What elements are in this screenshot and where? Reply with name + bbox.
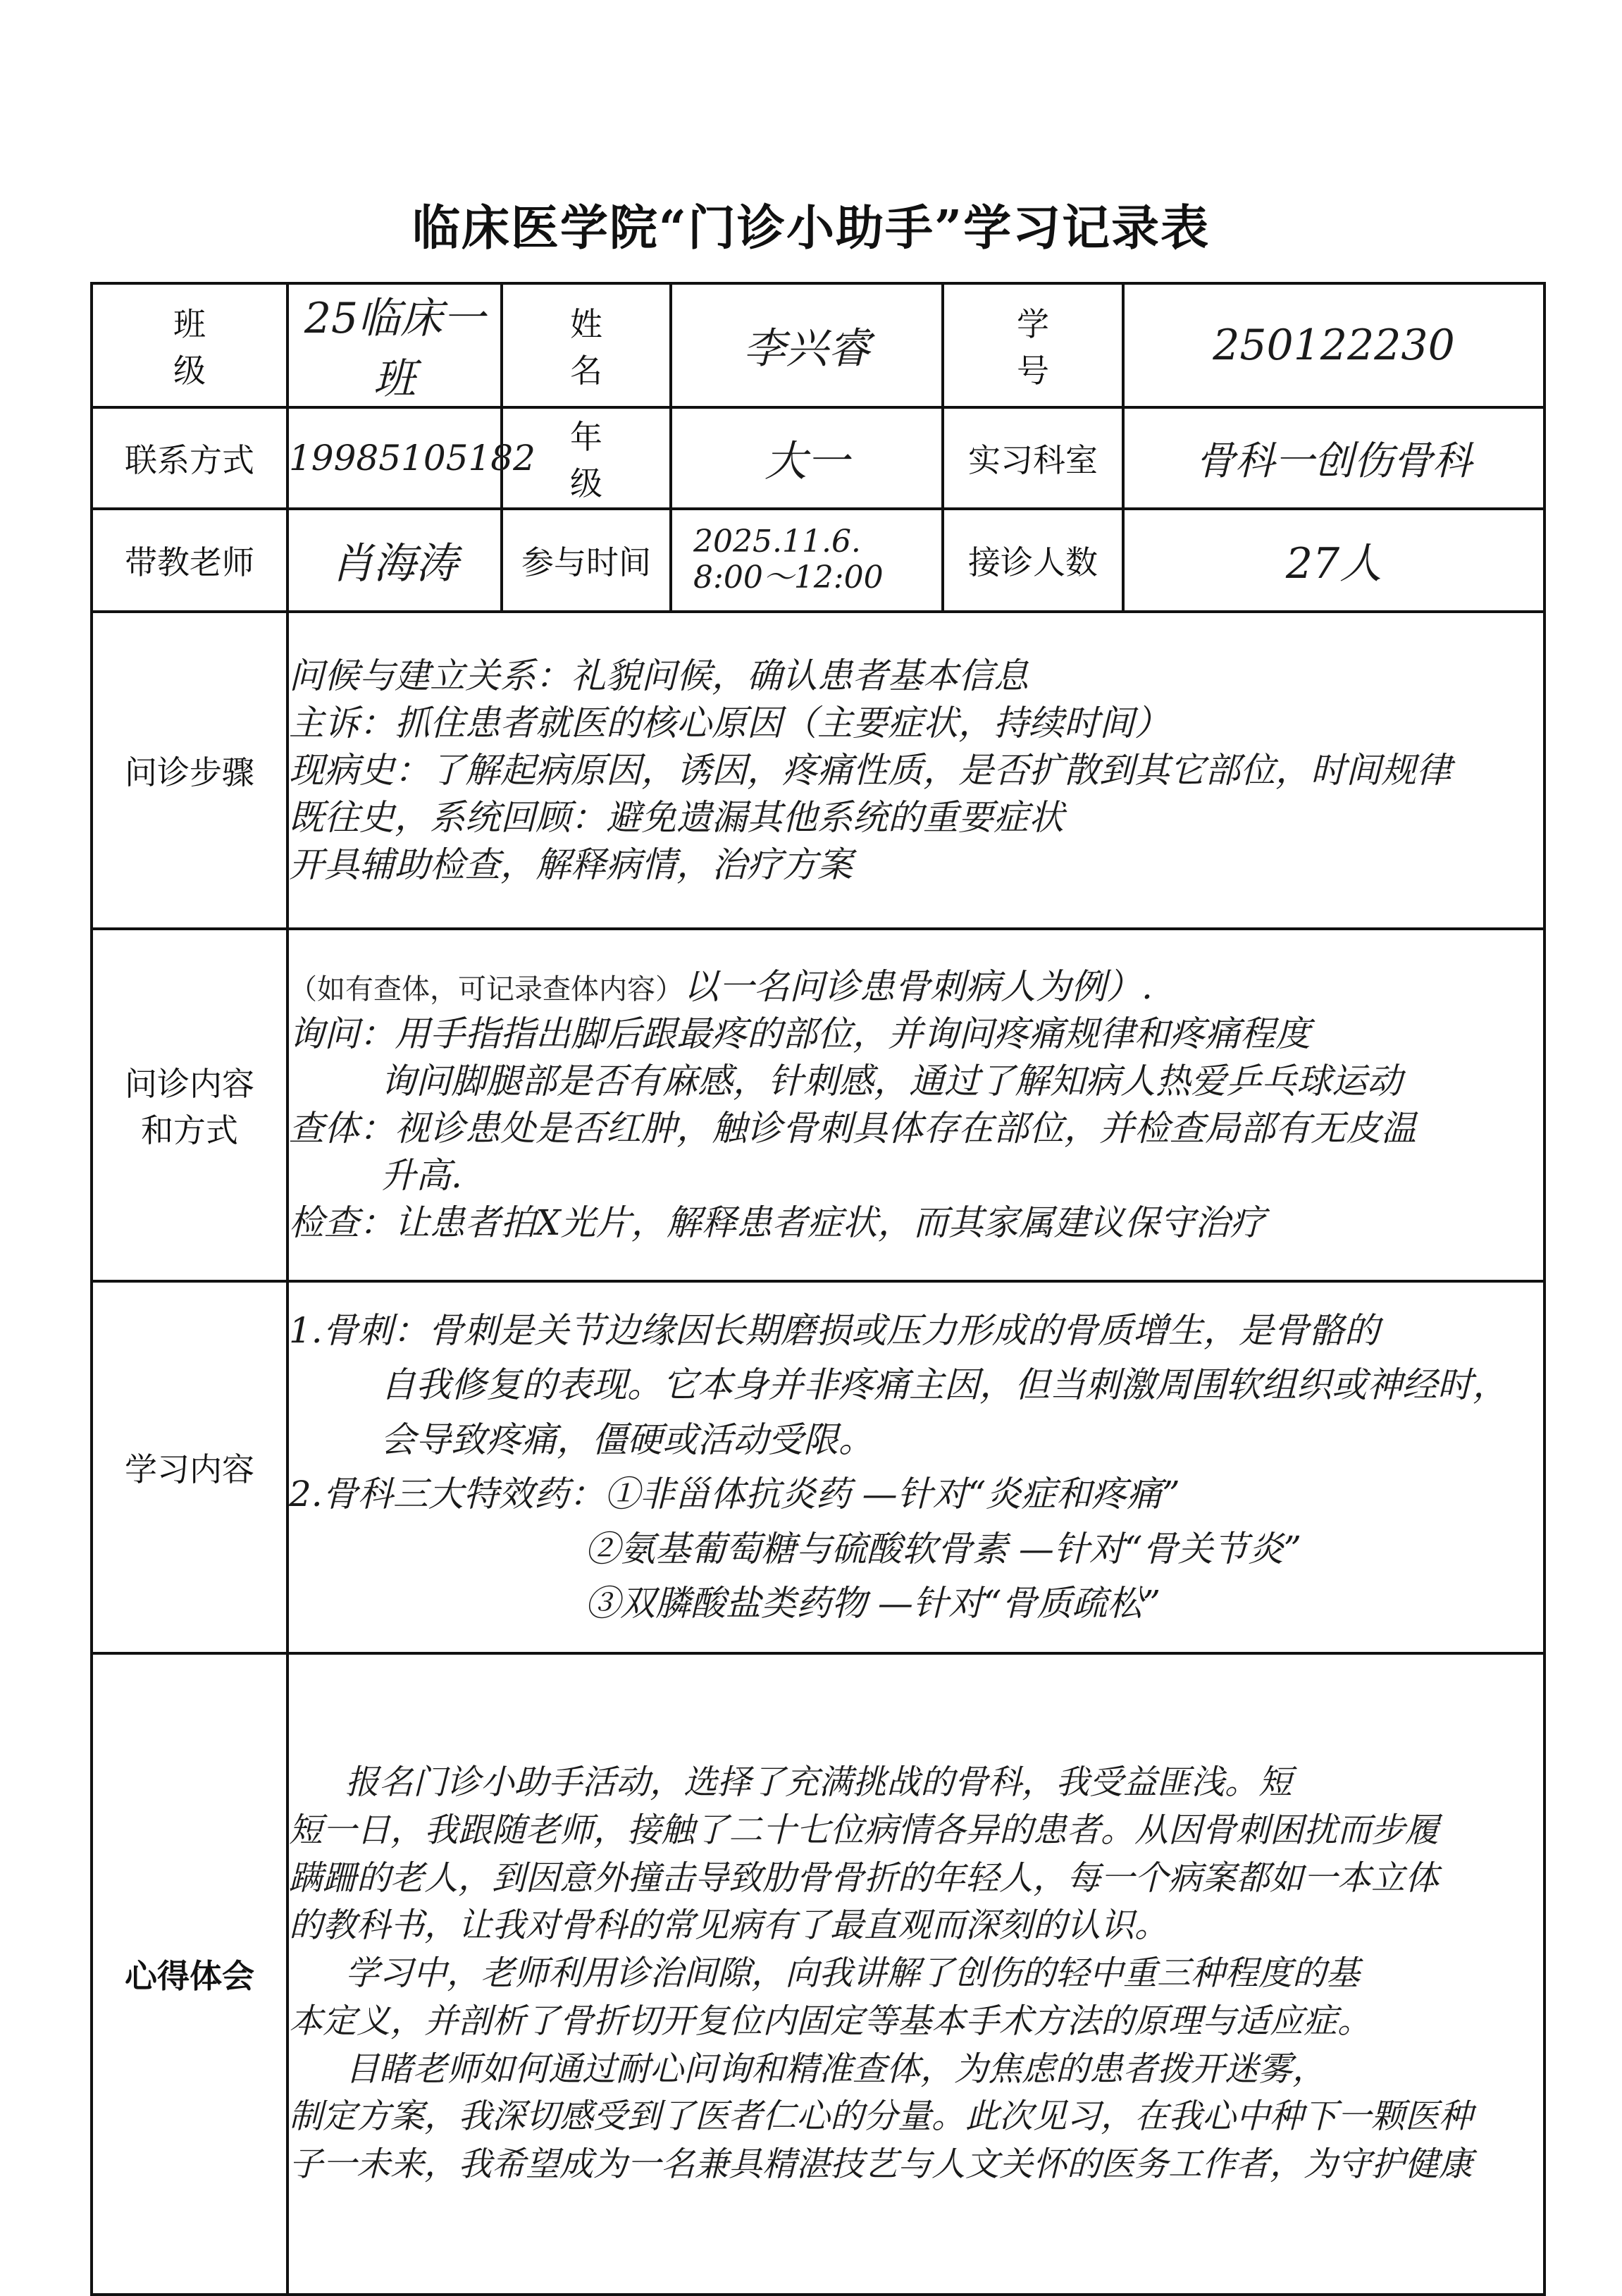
reflection-line: 本定义，并剖析了骨折切开复位内固定等基本手术方法的原理与适应症。 [289,2001,1372,2041]
label-learning: 学习内容 [92,1281,287,1653]
reflection-line: 学习中，老师利用诊治间隙，向我讲解了创伤的轻中重三种程度的基 [345,1954,1361,1994]
steps-content[interactable] [287,612,1544,929]
row-contact [92,407,1544,509]
content-block[interactable] [287,929,1544,1281]
label-reflection: 心得体会 [92,1653,287,2295]
label-contact: 联系方式 [92,407,287,509]
label-class: 班 级 [92,283,287,407]
reflection-line: 制定方案，我深切感受到了医者仁心的分量。此次见习，在我心中种下一颗医种 [289,2097,1473,2137]
label-name: 姓 名 [502,283,671,407]
step-line: 问候与建立关系：礼貌问候，确认患者基本信息 [289,655,1029,696]
row-teacher [92,509,1544,612]
reflection-line: 蹒跚的老人，到因意外撞击导致肋骨骨折的年轻人，每一个病案都如一本立体 [289,1858,1440,1898]
learning-line: 自我修复的表现。它本身并非疼痛主因，但当刺激周围软组织或神经时， [380,1364,1508,1405]
row-reflection [92,1653,1544,2295]
row-steps [92,612,1544,929]
teacher-value[interactable]: 肖海涛 [287,509,502,612]
label-content-line2: 和方式 [141,1111,238,1149]
reflection-line: 目睹老师如何通过耐心问询和精准查体，为焦虑的患者拨开迷雾， [345,2049,1327,2089]
content-line: 检查：让患者拍X光片，解释患者症状，而其家属建议保守治疗 [289,1202,1265,1243]
label-content-line1: 问诊内容 [125,1065,254,1103]
label-steps: 问诊步骤 [92,612,287,929]
step-line: 开具辅助检查，解释病情，治疗方案 [289,844,853,885]
content-line: 询问脚腿部是否有麻感，针刺感，通过了解知病人热爱乒乓球运动 [380,1061,1402,1101]
learning-line: 2.骨科三大特效药：①非甾体抗炎药 —针对“炎症和疼痛” [289,1474,1180,1514]
learning-line: ②氨基葡萄糖与硫酸软骨素 —针对“骨关节炎” [585,1528,1302,1569]
class-value[interactable]: 25临床一班 [287,283,502,407]
learning-line: 1.骨刺：骨刺是关节边缘因长期磨损或压力形成的骨质增生，是骨骼的 [289,1309,1380,1351]
step-line: 主诉：抓住患者就医的核心原因（主要症状，持续时间） [289,702,1170,743]
content-hint: （如有查体，可记录查体内容） [289,973,683,1006]
label-time: 参与时间 [502,509,671,612]
content-line: 升高. [380,1155,462,1196]
contact-value[interactable]: 19985105182 [287,407,502,509]
grade-value[interactable]: 大一 [671,407,943,509]
name-value[interactable]: 李兴睿 [671,283,943,407]
label-student-id: 学 号 [943,283,1123,407]
content-line: 以一名问诊患骨刺病人为例）. [683,966,1153,1007]
step-line: 既往史，系统回顾：避免遗漏其他系统的重要症状 [289,796,1064,838]
time-date: 2025.11.6. [693,524,861,560]
label-patients: 接诊人数 [943,509,1123,612]
reflection-line: 短一日，我跟随老师，接触了二十七位病情各异的患者。从因骨刺困扰而步履 [289,1810,1440,1851]
label-content [92,929,287,1281]
row-content [92,929,1544,1281]
patients-value[interactable]: 27人 [1123,509,1544,612]
label-teacher: 带教老师 [92,509,287,612]
learning-line: ③双膦酸盐类药物 —针对“骨质疏松” [585,1583,1161,1624]
time-value[interactable] [671,509,943,612]
learning-line: 会导致疼痛，僵硬或活动受限。 [380,1419,874,1460]
row-basic-info [92,283,1544,407]
row-learning [92,1281,1544,1653]
student-id-value[interactable]: 250122230 [1123,283,1544,407]
label-grade: 年 级 [502,407,671,509]
reflection-line: 报名门诊小助手活动，选择了充满挑战的骨科，我受益匪浅。短 [345,1763,1293,1803]
record-form [90,282,1546,2296]
content-first-line [289,963,1543,1011]
step-line: 现病史：了解起病原因，诱因，疼痛性质，是否扩散到其它部位，时间规律 [289,749,1451,791]
reflection-line: 子一未来，我希望成为一名兼具精湛技艺与人文关怀的医务工作者，为守护健康 [289,2144,1473,2184]
department-value[interactable]: 骨科一创伤骨科 [1123,407,1544,509]
page-title: 临床医学院“门诊小助手”学习记录表 [411,200,1211,257]
reflection-content[interactable] [287,1653,1544,2295]
content-line: 查体：视诊患处是否红肿，触诊骨刺具体存在部位，并检查局部有无皮温 [289,1108,1416,1149]
time-range: 8:00～12:00 [693,560,884,595]
learning-content[interactable] [287,1281,1544,1653]
reflection-line: 的教科书，让我对骨科的常见病有了最直观而深刻的认识。 [289,1906,1169,1946]
label-department: 实习科室 [943,407,1123,509]
content-line: 询问：用手指指出脚后跟最疼的部位，并询问疼痛规律和疼痛程度 [289,1013,1311,1054]
